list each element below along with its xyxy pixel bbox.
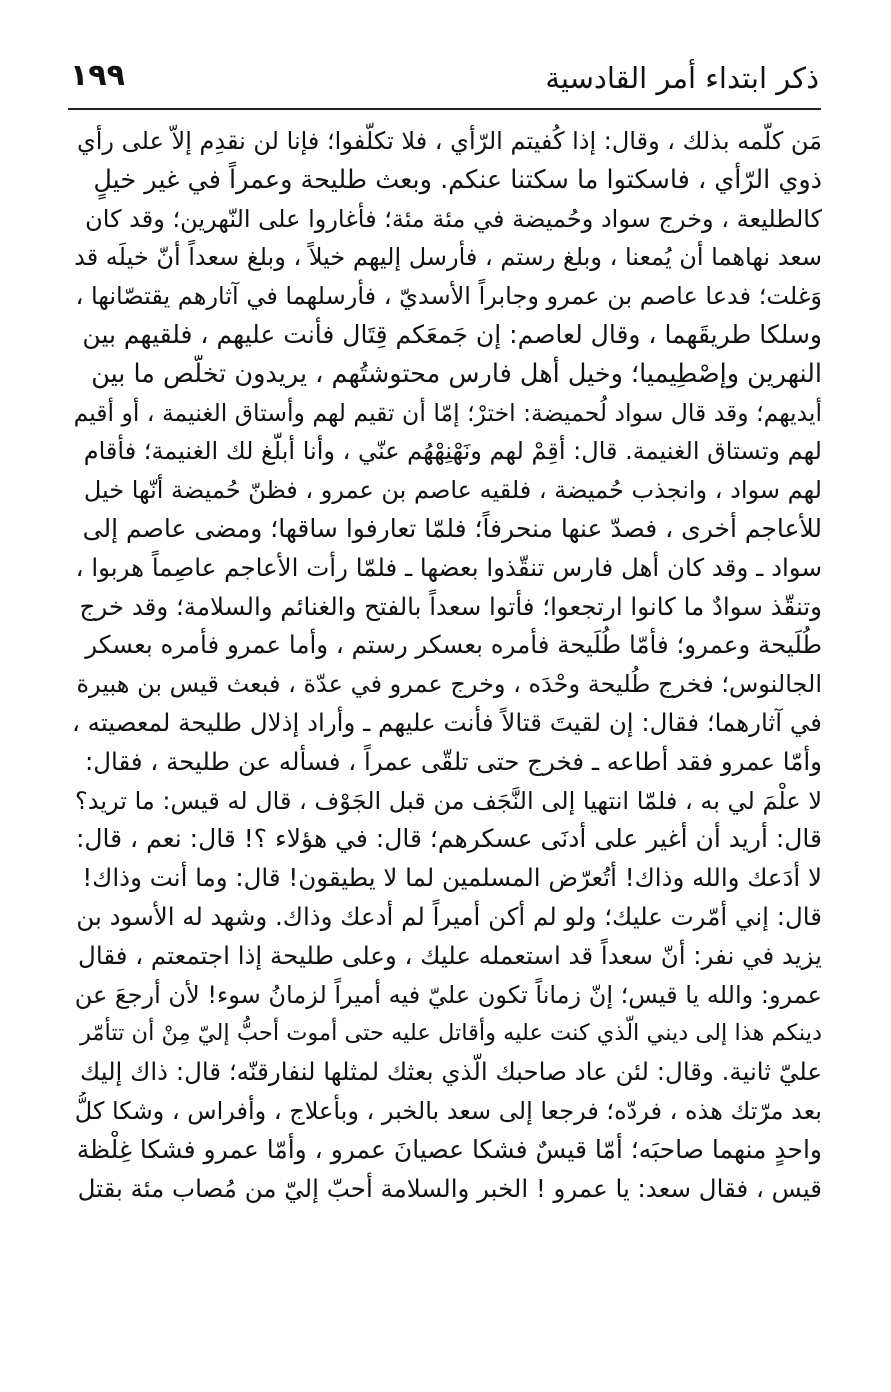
text-line: لهم وتستاق الغنيمة. قال: أقِمْ لهم ونَهْنِهْهُم عنّي ، وأنا أبلّغ لك الغنيمة؛ فأقام <box>83 437 822 466</box>
text-line: لا أدَعك والله وذاك! أتُعرّض المسلمين لما لا يطيقون! قال: وما أنت وذاك! <box>82 863 822 893</box>
text-line: قال: أريد أن أغير على أدنَى عسكرهم؛ قال: في هؤلاء ؟! قال: نعم ، قال: <box>75 824 822 854</box>
text-line: النهرين وإصْطِيميا؛ وخيل أهل فارس محتوشتُهم ، يريدون تخلُّص ما بين <box>91 358 822 389</box>
text-line: طُلَيحة وعمرو؛ فأمّا طُلَيحة فأمره بعسكر رستم ، وأما عمرو فأمره بعسكر <box>85 630 822 660</box>
text-line: سواد ـ وقد كان أهل فارس تنقّذوا بعضها ـ فلمّا رأت الأعاجم عاصِماً هربوا ، <box>75 552 822 582</box>
text-line: سعد نهاهما أن يُمعنا ، وبلغ رستم ، فأرسل إليهم خيلاً ، وبلغ سعداً أنّ خيلَه قد <box>74 243 822 272</box>
text-line: عمرو: والله يا قيس؛ إنّ زماناً تكون عليّ فيه أميراً لزمانُ سوء! لأن أرجعَ عن <box>74 980 822 1009</box>
text-line: كالطليعة ، وخرج سواد وحُميضة في مئة مئة؛ فأغاروا على النّهرين؛ وقد كان <box>85 204 822 233</box>
text-line: لا علْمَ لي به ، فلمّا انتهيا إلى النَّجَف من قبل الجَوْف ، قال له قيس: ما تريد؟ <box>75 786 822 815</box>
text-line: ذوي الرّأي ، فاسكتوا ما سكتنا عنكم. وبعث طليحة وعمراً في غير خيلٍ <box>93 164 822 195</box>
text-line: يزيد في نفر: أنّ سعداً قد استعمله عليك ، وعلى طليحة إذا اجتمعتم ، فقال <box>78 940 822 970</box>
text-line: قيس ، فقال سعد: يا عمرو ! الخبر والسلامة أحبّ إليّ من مُصاب مئة بقتل <box>77 1173 822 1203</box>
running-title: ذكر ابتداء أمر القادسية <box>545 61 819 95</box>
text-line: وسلكا طريقَهما ، وقال لعاصم: إن جَمعَكم قِتَال فأنت عليهم ، فلقيهم بين <box>82 319 822 349</box>
text-line: في آثارهما؛ فقال: إن لقيتَ قتالاً فأنت عليهم ـ وأراد إذلال طليحة لمعصيته ، <box>72 707 822 737</box>
page-number: ١٩٩ <box>70 58 125 93</box>
text-line: وتنقّذ سوادٌ ما كانوا ارتجعوا؛ فأتوا سعداً بالفتح والغنائم والسلامة؛ وقد خرج <box>79 591 822 621</box>
text-line: وَغلت؛ فدعا عاصم بن عمرو وجابراً الأسديّ ، فأرسلهما في آثارهم يقتصّانها ، <box>75 282 822 311</box>
text-line: قال: إني أمّرت عليك؛ ولو لم أكن أميراً لم أدعك وذاك. وشهد له الأسود بن <box>76 901 822 931</box>
text-line: للأعاجم أخرى ، فصدّ عنها منحرفاً؛ فلمّا تعارفوا ساقها؛ ومضى عاصم إلى <box>82 513 822 543</box>
text-line: الجالنوس؛ فخرج طُليحة وحْدَه ، وخرج عمرو في عدّة ، فبعث قيس بن هبيرة <box>76 670 822 699</box>
page-header <box>70 56 819 100</box>
text-line: مَن كلّمه بذلك ، وقال: إذا كُفيتم الرّأي ، فلا تكلّفوا؛ فإنا لن نقدِم إلاّ على رأي <box>76 127 822 155</box>
text-line: عليّ ثانية. وقال: لئن عاد صاحبك الّذي بعثك لمثلها لنفارقنّه؛ قال: ذاك إليك <box>80 1057 822 1087</box>
header-rule <box>68 108 821 110</box>
text-line: واحدٍ منهما صاحبَه؛ أمّا قيسٌ فشكا عصيانَ عمرو ، وأمّا عمرو فشكا غِلْظة <box>76 1134 822 1164</box>
text-line: وأمّا عمرو فقد أطاعه ـ فخرج حتى تلقّى عمراً ، فسأله عن طليحة ، فقال: <box>84 746 822 776</box>
body-text <box>72 122 822 1208</box>
text-line: دينكم هذا إلى ديني الّذي كنت عليه وأقاتل عليه حتى أموت أحبُّ إليّ مِنْ أن تتأمّر <box>80 1020 822 1047</box>
text-line: لهم سواد ، وانجذب حُميضة ، فلقيه عاصم بن عمرو ، فظنّ حُميضة أنّها خيل <box>83 476 822 505</box>
text-line: أيديهم؛ وقد قال سواد لُحميضة: اخترْ؛ إمّا أن تقيم لهم وأستاق الغنيمة ، أو أقيم <box>73 398 822 427</box>
text-line: بعد مرّتك هذه ، فردّه؛ فرجعا إلى سعد بالخبر ، وبأعلاج ، وأفراس ، وشكا كلُّ <box>74 1096 822 1125</box>
